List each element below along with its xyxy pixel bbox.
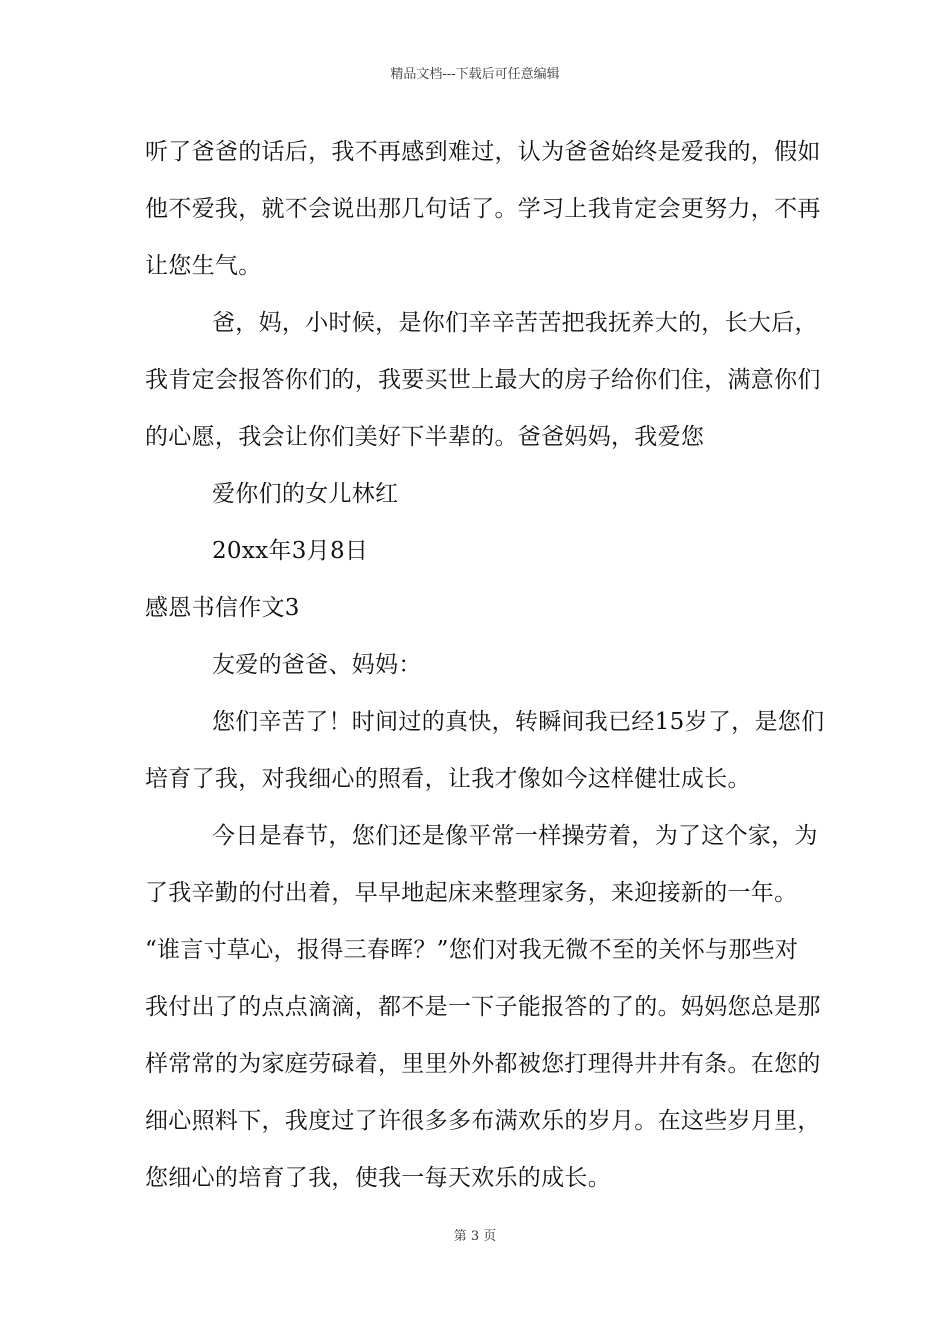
paragraph-line: 细心照料下，我度过了许很多多布满欢乐的岁月。在这些岁月里， — [145, 1108, 821, 1134]
paragraph-line: 我肯定会报答你们的，我要买世上最大的房子给你们住，满意你们 — [145, 367, 821, 393]
paragraph-line: 您细心的培育了我，使我一每天欢乐的成长。 — [145, 1165, 611, 1191]
letter-date: 20xx年3月8日 — [212, 538, 369, 564]
letter-salutation: 友爱的爸爸、妈妈： — [212, 652, 422, 678]
paragraph-line: 爸，妈，小时候，是你们辛辛苦苦把我抚养大的，长大后， — [212, 310, 818, 336]
paragraph-line: “谁言寸草心，报得三春晖？”您们对我无微不至的关怀与那些对 — [145, 937, 799, 963]
page-header: 精品文档---下载后可任意编辑 — [390, 67, 560, 82]
paragraph-line: 的心愿，我会让你们美好下半辈的。爸爸妈妈，我爱您 — [145, 424, 705, 450]
paragraph-line: 今日是春节，您们还是像平常一样操劳着，为了这个家，为 — [212, 823, 818, 849]
paragraph-line: 样常常的为家庭劳碌着，里里外外都被您打理得井井有条。在您的 — [145, 1051, 821, 1077]
paragraph-line: 培育了我，对我细心的照看，让我才像如今这样健壮成长。 — [145, 766, 751, 792]
paragraph-line: 他不爱我，就不会说出那几句话了。学习上我肯定会更努力，不再 — [145, 196, 821, 222]
paragraph-line: 让您生气。 — [145, 253, 262, 279]
page-number: 第 3 页 — [453, 1229, 497, 1244]
paragraph-line: 您们辛苦了！时间过的真快，转瞬间我已经15岁了，是您们 — [212, 709, 825, 735]
letter-signature: 爱你们的女儿林红 — [212, 481, 399, 507]
paragraph-line: 了我辛勤的付出着，早早地起床来整理家务，来迎接新的一年。 — [145, 880, 798, 906]
section-title: 感恩书信作文3 — [145, 595, 300, 621]
paragraph-line: 我付出了的点点滴滴，都不是一下子能报答的了的。妈妈您总是那 — [145, 994, 821, 1020]
paragraph-line: 听了爸爸的话后，我不再感到难过，认为爸爸始终是爱我的，假如 — [145, 139, 821, 165]
